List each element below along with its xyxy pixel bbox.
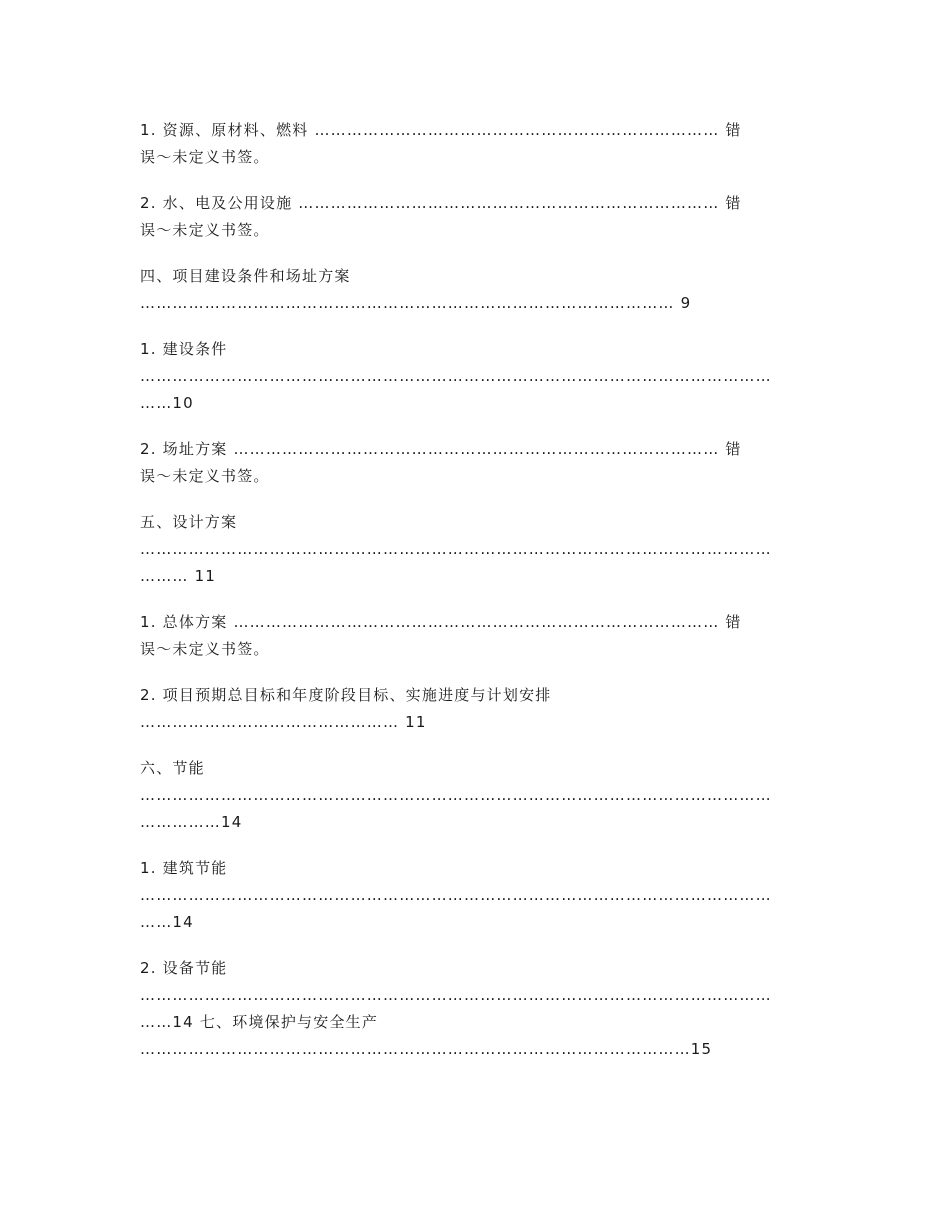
toc-entry-utilities[interactable]: [140, 190, 810, 244]
toc-line: 误～未定义书签。: [140, 640, 270, 658]
table-of-contents: [140, 117, 810, 1082]
toc-line: ……14 七、环境保护与安全生产: [140, 1013, 379, 1031]
toc-line: 1. 建筑节能: [140, 859, 228, 877]
toc-line: 1. 总体方案 ……………………………………………………………………………… 错: [140, 613, 742, 631]
toc-entry-equipment-energy[interactable]: [140, 955, 810, 1063]
toc-line: 误～未定义书签。: [140, 221, 270, 239]
toc-entry-site-plan[interactable]: [140, 436, 810, 490]
toc-line: ………………………………………………………………………………………………………: [140, 540, 772, 558]
toc-entry-section-6[interactable]: [140, 755, 810, 836]
toc-entry-project-goals[interactable]: [140, 682, 810, 736]
toc-line: 1. 资源、原材料、燃料 ………………………………………………………………… 错: [140, 121, 742, 139]
toc-line: ……14: [140, 913, 194, 931]
toc-entry-section-4[interactable]: [140, 263, 810, 317]
toc-line: ………………………………………………………………………………………………………: [140, 786, 772, 804]
toc-line: ……10: [140, 394, 194, 412]
toc-line: …………………………………………………………………………………………15: [140, 1040, 713, 1058]
toc-line: 误～未定义书签。: [140, 467, 270, 485]
toc-line: 六、节能: [140, 759, 205, 777]
toc-line: ………………………………………………………………………………………………………: [140, 886, 772, 904]
toc-line: 2. 项目预期总目标和年度阶段目标、实施进度与计划安排: [140, 686, 552, 704]
toc-line: ………………………………………… 11: [140, 713, 427, 731]
toc-line: 2. 场址方案 ……………………………………………………………………………… 错: [140, 440, 742, 458]
toc-line: 四、项目建设条件和场址方案: [140, 267, 351, 285]
toc-line: 2. 设备节能: [140, 959, 228, 977]
toc-line: ……… 11: [140, 567, 217, 585]
toc-line: ……………14: [140, 813, 243, 831]
toc-entry-section-5[interactable]: [140, 509, 810, 590]
toc-entry-overall-plan[interactable]: [140, 609, 810, 663]
toc-line: ………………………………………………………………………………………………………: [140, 986, 772, 1004]
toc-line: 1. 建设条件: [140, 340, 228, 358]
toc-line: 五、设计方案: [140, 513, 238, 531]
toc-entry-construction-conditions[interactable]: [140, 336, 810, 417]
toc-line: 误～未定义书签。: [140, 148, 270, 166]
toc-line: ……………………………………………………………………………………… 9: [140, 294, 692, 312]
toc-entry-building-energy[interactable]: [140, 855, 810, 936]
toc-line: ………………………………………………………………………………………………………: [140, 367, 772, 385]
toc-entry-resources-fuel[interactable]: [140, 117, 810, 171]
toc-line: 2. 水、电及公用设施 …………………………………………………………………… 错: [140, 194, 742, 212]
